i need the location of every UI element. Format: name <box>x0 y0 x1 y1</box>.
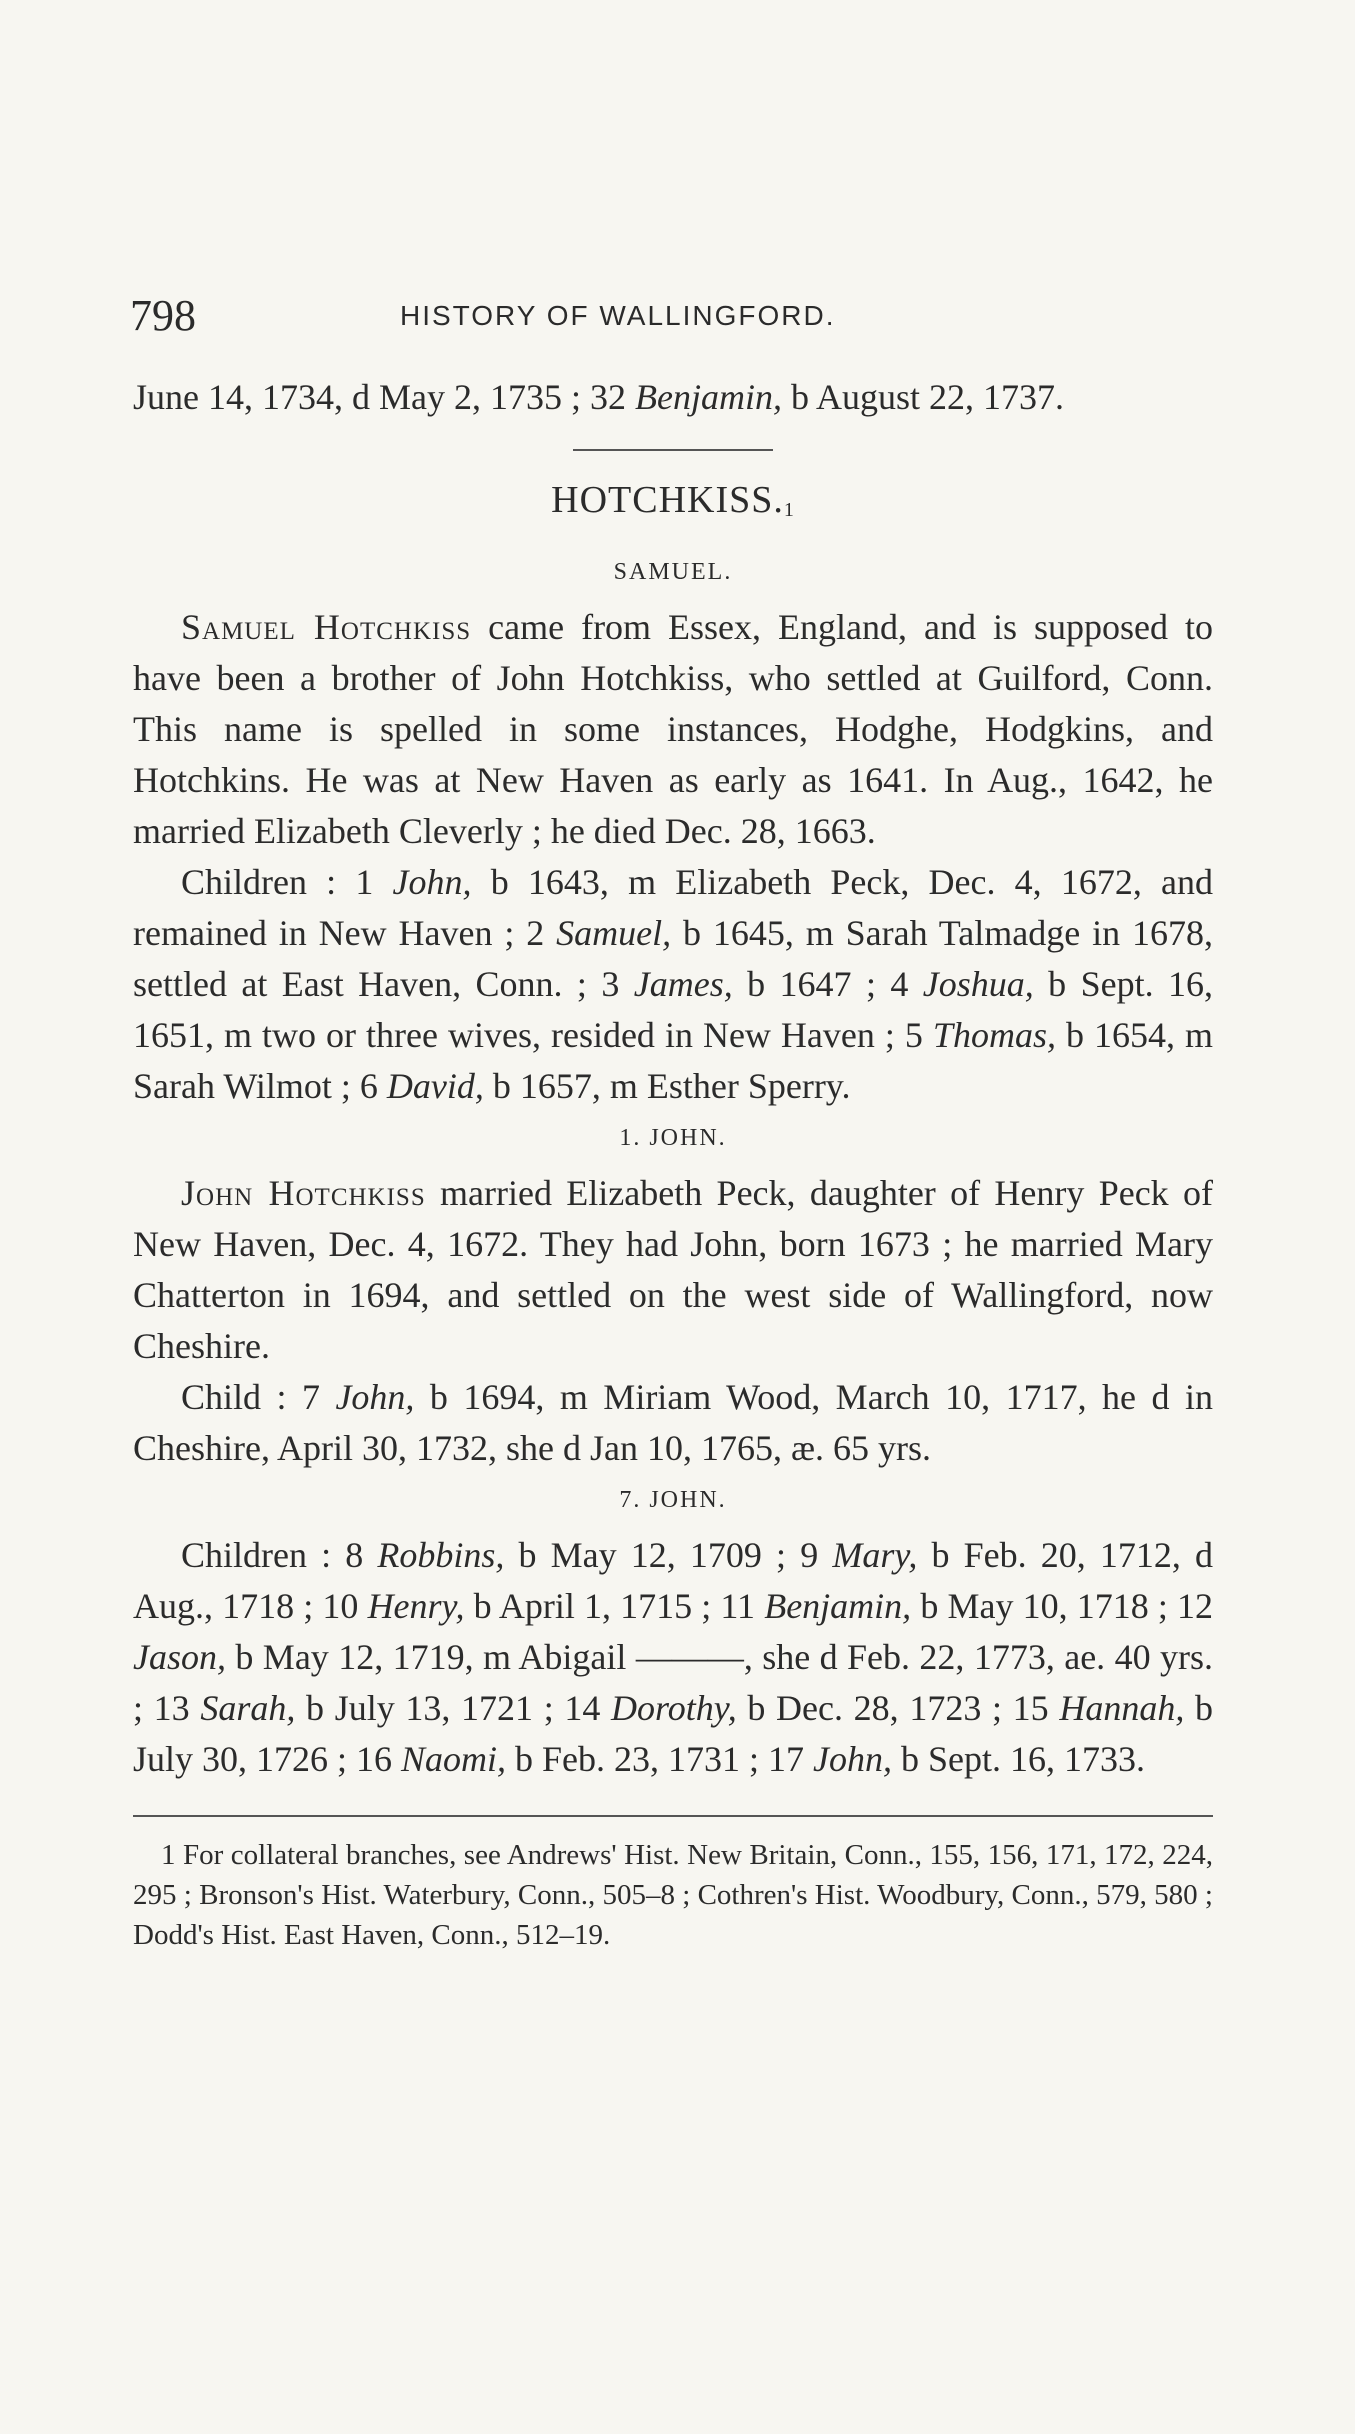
paragraph-samuel-children: Children : 1 John, b 1643, m Elizabeth Peck, Dec. 4, 1672, and remained in New Haven ; 2 Samuel, b 1645, m Sarah Talmadge in 1678, settled at East Haven, Conn. ; 3 James, b 1647 ; 4 Joshua, b Sept. 16, 1651, m two or three wives, resided in New Haven ; 5 Thomas, b 1654, m Sarah Wilmot ; 6 David, b 1657, m Esther Sperry. <box>133 862 1214 1106</box>
paragraph-samuel-intro: Samuel Hotchkiss came from Essex, England, and is supposed to have been a brother of John Hotchkiss, who settled at Guilford, Conn. This name is spelled in some instances, Hodghe, Hodgkins, and Hotchkins. He was at New Haven as early as 1641. In Aug., 1642, he married Elizabeth Cleverly ; he died Dec. 28, 1663. <box>133 607 1213 851</box>
footnote-divider <box>133 1815 1213 1817</box>
footnote-text: 1 For collateral branches, see Andrews' Hist. New Britain, Conn., 155, 156, 171, 172, 224, 295 ; Bronson's Hist. Waterbury, Conn., 505–8 ; Cothren's Hist. Woodbury, Conn., 579, 580 ; Dodd's Hist. East Haven, Conn., 512–19. <box>133 1839 1213 1951</box>
continuation-paragraph: June 14, 1734, d May 2, 1735 ; 32 Benjamin, b August 22, 1737. <box>133 377 1064 417</box>
page-number: 798 <box>130 291 196 340</box>
paragraph-john7-children: Children : 8 Robbins, b May 12, 1709 ; 9 Mary, b Feb. 20, 1712, d Aug., 1718 ; 10 Henry, b April 1, 1715 ; 11 Benjamin, b May 10, 1718 ; 12 Jason, b May 12, 1719, m Abigail ———, she d Feb. 22, 1773, ae. 40 yrs. ; 13 Sarah, b July 13, 1721 ; 14 Dorothy, b Dec. 28, 1723 ; 15 Hannah, b July 30, 1726 ; 16 Naomi, b Feb. 23, 1731 ; 17 John, b Sept. 16, 1733. <box>133 1535 1214 1779</box>
footnote-marker: 1 <box>783 499 795 521</box>
paragraph-john-child: Child : 7 John, b 1694, m Miriam Wood, March 10, 1717, he d in Cheshire, April 30, 1732, she d Jan 10, 1765, æ. 65 yrs. <box>133 1377 1213 1468</box>
section-divider <box>573 449 773 451</box>
running-title: HISTORY OF WALLINGFORD. <box>400 300 836 331</box>
page-body <box>133 372 1213 1955</box>
subheading-samuel: SAMUEL. <box>613 559 733 585</box>
running-head <box>130 290 1230 350</box>
subheading-john-1: 1. JOHN. <box>619 1125 727 1151</box>
paragraph-john-intro: John Hotchkiss married Elizabeth Peck, daughter of Henry Peck of New Haven, Dec. 4, 1672. They had John, born 1673 ; he married Mary Chatterton in 1694, and settled on the west side of Wallingford, now Cheshire. <box>133 1173 1213 1366</box>
section-title: HOTCHKISS.$^1$ <box>551 479 795 521</box>
footnote <box>133 1835 1213 1955</box>
subheading-john-7: 7. JOHN. <box>619 1487 727 1513</box>
